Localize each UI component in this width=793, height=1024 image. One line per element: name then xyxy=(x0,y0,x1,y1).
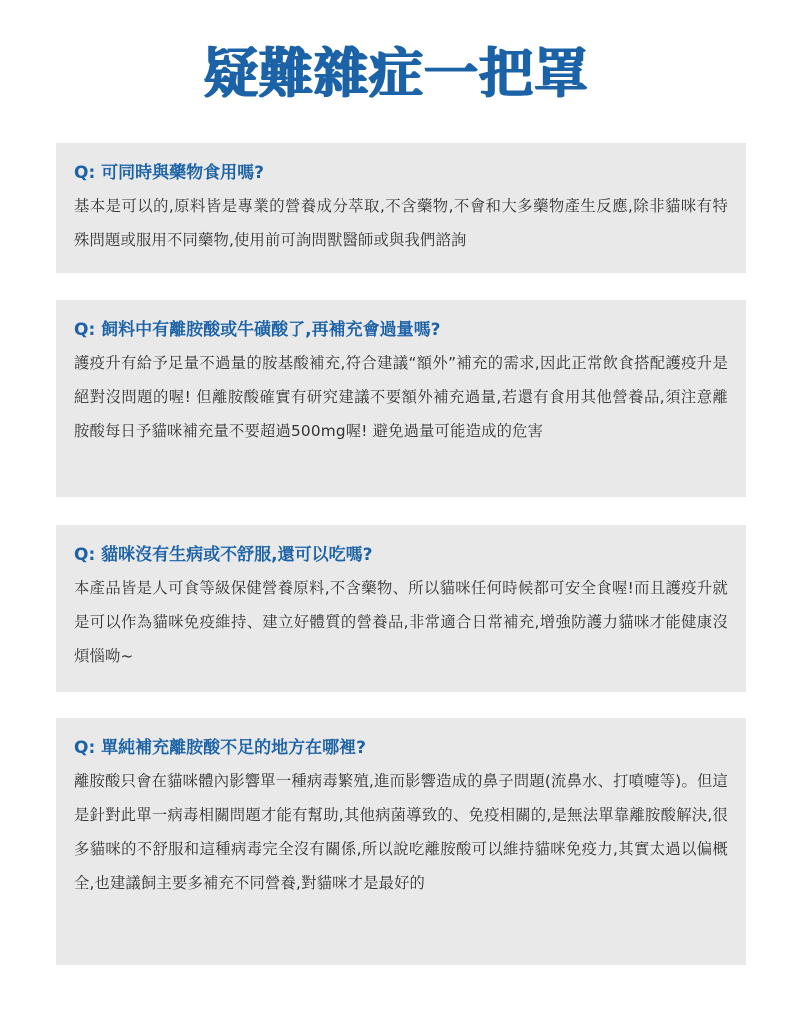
faq-question: Q: 單純補充離胺酸不足的地方在哪裡? xyxy=(74,738,367,758)
faq-answer: 離胺酸只會在貓咪體內影響單一種病毒繁殖,進而影響造成的鼻子問題(流鼻水、打噴嚏等)。但這是針對此單一病毒相關問題才能有幫助,其他病菌導致的、免疫相關的,是無法單靠離胺酸解決,很多貓咪的不舒服和這種病毒完全沒有關係,所以說吃離胺酸可以維持貓咪免疫力,其實太過以偏概全,也建議飼主要多補充不同營養,對貓咪才是最好的 xyxy=(74,772,728,892)
faq-answer: 本產品皆是人可食等級保健營養原料,不含藥物、所以貓咪任何時候都可安全食喔!而且護疫升就是可以作為貓咪免疫維持、建立好體質的營養品,非常適合日常補充,增強防護力貓咪才能健康沒煩惱呦~ xyxy=(74,579,728,665)
faq-question: Q: 飼料中有離胺酸或牛磺酸了,再補充會過量嗎? xyxy=(74,320,441,340)
page-title: 疑難雜症一把罩 xyxy=(204,42,589,105)
faq-card-drug-interaction xyxy=(56,143,746,273)
faq-answer: 基本是可以的,原料皆是專業的營養成分萃取,不含藥物,不會和大多藥物產生反應,除非貓咪有特殊問題或服用不同藥物,使用前可詢問獸醫師或與我們諮詢 xyxy=(74,197,728,249)
faq-card-overdose xyxy=(56,300,746,497)
faq-card-lysine-limitations xyxy=(56,718,746,965)
faq-card-healthy-cat xyxy=(56,525,746,692)
faq-question: Q: 貓咪沒有生病或不舒服,還可以吃嗎? xyxy=(74,545,373,565)
faq-question: Q: 可同時與藥物食用嗎? xyxy=(74,163,265,183)
faq-answer: 護疫升有給予足量不過量的胺基酸補充,符合建議“額外”補充的需求,因此正常飲食搭配護疫升是絕對沒問題的喔! 但離胺酸確實有研究建議不要額外補充過量,若還有食用其他營養品,須注意離胺酸每日予貓咪補充量不要超過500mg喔! 避免過量可能造成的危害 xyxy=(74,354,728,440)
